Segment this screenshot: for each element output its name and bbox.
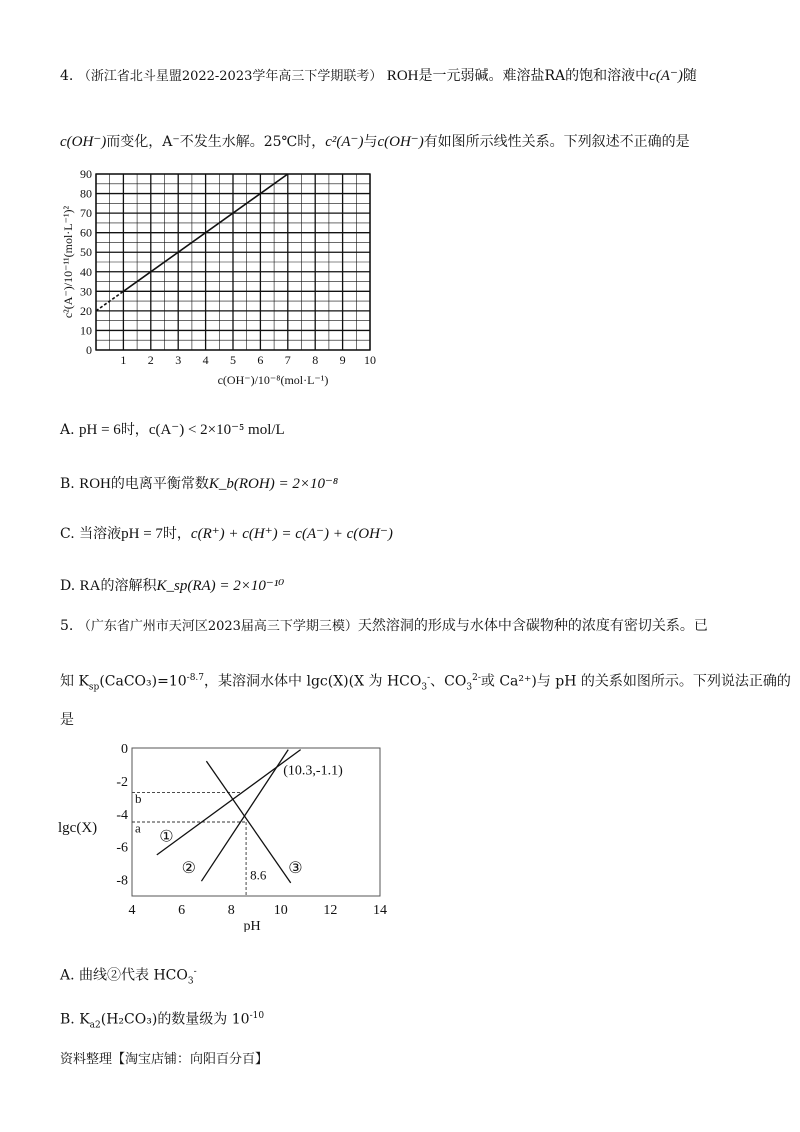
q4-sui: 随: [682, 68, 697, 84]
q5-line1: [60, 616, 708, 637]
q5-stem1: 天然溶洞的形成与水体中含碳物种的浓度有密切关系。已: [357, 618, 708, 634]
x-tick-label: 10: [364, 353, 376, 367]
q4-option-c: [60, 524, 393, 544]
q5-option-b-sub: a2: [89, 1020, 101, 1031]
point-annotation: (10.3,-1.1): [283, 763, 343, 779]
q4-option-b-roh: ROH: [79, 476, 111, 492]
q4-option-a-expr: c(A⁻) < 2×10⁻⁵ mol/L: [148, 422, 285, 438]
y-axis-label: lgc(X): [58, 819, 98, 836]
x-tick-label: 8: [312, 353, 319, 367]
y-tick-label: 80: [80, 186, 92, 201]
q5-co3-sup: 2-: [472, 673, 481, 683]
q4-roh: ROH: [386, 68, 419, 84]
q4-stem2: 而变化，A⁻不发生水解。25℃时，: [106, 134, 326, 150]
y-tick-label: 50: [80, 245, 92, 260]
y-tick-label: 20: [80, 303, 92, 318]
q4-option-d-label: D.: [60, 578, 76, 594]
q5-line2: [60, 668, 791, 697]
y-tick-label: 30: [80, 284, 92, 299]
q5-option-a-text: 曲线②代表 HCO: [79, 967, 188, 984]
x-tick-label: 14: [373, 903, 387, 918]
guide-label-b: b: [135, 790, 142, 806]
q4-option-b-expr: K_b(ROH) = 2×10⁻⁸: [208, 476, 339, 492]
q4-option-c-pre: 当溶液: [79, 526, 122, 542]
q5-ksp-k: 知 K: [60, 673, 89, 690]
q5-co3: 、CO: [430, 673, 467, 690]
y-tick-label: 40: [80, 264, 92, 279]
y-tick-label: -4: [116, 807, 128, 823]
curve-label: ①: [159, 828, 174, 846]
y-tick-label: 60: [80, 225, 92, 240]
q4-option-a-mid: 时，: [120, 422, 149, 438]
q5-option-a-sub: 3: [187, 976, 194, 987]
q4-chart: [56, 160, 386, 392]
footer-note: 资料整理【淘宝店铺：向阳百分百】: [60, 1052, 269, 1067]
q5-option-a-sup: -: [193, 967, 197, 977]
q4-c2a: c²(A⁻): [325, 134, 364, 150]
q5-stem2c: ，某溶洞水体中 lgc(X)(X 为 HCO: [204, 673, 422, 690]
x-tick-label: 2: [147, 353, 154, 367]
q4-option-d-ra: RA: [79, 578, 101, 594]
y-tick-label: 0: [86, 343, 92, 357]
x-tick-label: 12: [323, 903, 338, 918]
q5-ksp-sub: sp: [88, 682, 100, 693]
q5-caco3: (CaCO₃)=10: [99, 673, 187, 690]
x-tick-label: 4: [202, 353, 209, 367]
q4-option-c-expr: c(R⁺) + c(H⁺) = c(A⁻) + c(OH⁻): [190, 526, 393, 542]
q4-option-a: [60, 420, 285, 440]
q5-co3-sub: 3: [466, 682, 473, 693]
x-tick-label: 7: [284, 353, 291, 367]
x-tick-label: 4: [128, 903, 136, 918]
q5-number: 5.: [60, 618, 74, 634]
q5-hco3-sub: 3: [421, 682, 428, 693]
x-tick-label: 9: [339, 353, 346, 367]
q4-number: 4.: [60, 68, 74, 84]
q4-stem1: 是一元弱碱。难溶盐RA的饱和溶液中: [418, 68, 650, 84]
q4-option-b-label: B.: [60, 476, 75, 492]
q5-stem3: 是: [60, 712, 74, 728]
y-tick-label: 70: [80, 206, 92, 221]
q5-option-a: [60, 962, 197, 991]
q5-option-b: [60, 1006, 264, 1035]
y-tick-label: -2: [116, 774, 128, 790]
q5-source: （广东省广州市天河区2023届高三下学期三模）: [77, 619, 358, 634]
x-tick-label: 5: [230, 353, 236, 367]
y-tick-label: -6: [116, 840, 128, 856]
q4-coh2: c(OH⁻): [377, 134, 424, 150]
curve-label: ③: [288, 859, 303, 877]
q5-ksp-exp: -8.7: [186, 673, 205, 683]
q5-line3: [60, 710, 74, 730]
y-tick-label: 90: [80, 167, 92, 181]
x-tick-label: 6: [178, 903, 186, 918]
q4-option-c-label: C.: [60, 526, 75, 542]
q5-chart: [56, 736, 396, 932]
q5-option-a-label: A.: [60, 967, 75, 984]
x-axis-label: c(OH⁻)/10⁻⁸(mol·L⁻¹): [217, 373, 329, 387]
q4-coh: c(OH⁻): [60, 134, 107, 150]
x-tick-label: 6: [257, 353, 264, 367]
x-tick-label: 8: [227, 903, 235, 918]
y-axis-label: c²(A⁻)/10⁻¹¹(mol·L⁻¹)²: [61, 205, 75, 319]
y-tick-label: 0: [121, 742, 128, 757]
q4-option-b-mid: 的电离平衡常数: [110, 476, 209, 492]
x-tick-label: 10: [273, 903, 288, 918]
q5-option-b-exp: -10: [249, 1011, 265, 1021]
x-axis-label: pH: [243, 919, 261, 932]
curve-label: ②: [181, 859, 196, 877]
q4-ca: c(A⁻): [649, 68, 683, 84]
q5-hco3-sup: -: [427, 673, 431, 683]
q4-yu: 与: [363, 134, 378, 150]
q4-option-d-mid: 的溶解积: [100, 578, 157, 594]
q4-stem3: 有如图所示线性关系。下列叙述不正确的是: [423, 134, 690, 150]
q5-option-b-label: B.: [60, 1011, 75, 1028]
q4-source: （浙江省北斗星盟2022-2023学年高三下学期联考）: [77, 69, 383, 84]
q4-line2: [60, 132, 690, 152]
q4-option-a-ph: pH = 6: [79, 422, 121, 438]
q5-option-b-text: (H₂CO₃)的数量级为 10: [100, 1011, 250, 1028]
q4-option-a-label: A.: [60, 422, 75, 438]
q5-option-b-k: K: [79, 1011, 90, 1028]
q4-option-d-expr: K_sp(RA) = 2×10⁻¹⁰: [156, 578, 285, 594]
y-tick-label: 10: [80, 323, 92, 338]
q5-stem2e: 或 Ca²⁺)与 pH 的关系如图所示。下列说法正确的: [480, 673, 791, 690]
guide-label-a: a: [135, 820, 141, 836]
x-guide-label: 8.6: [250, 867, 267, 883]
y-tick-label: -8: [116, 873, 128, 889]
x-tick-label: 3: [175, 353, 182, 367]
x-tick-label: 1: [120, 353, 127, 367]
q4-line1: [60, 66, 697, 87]
q4-option-b: [60, 474, 338, 494]
q4-option-c-mid: 时，: [162, 526, 191, 542]
q4-option-c-ph: pH = 7: [121, 526, 163, 542]
q4-option-d: [60, 576, 284, 596]
